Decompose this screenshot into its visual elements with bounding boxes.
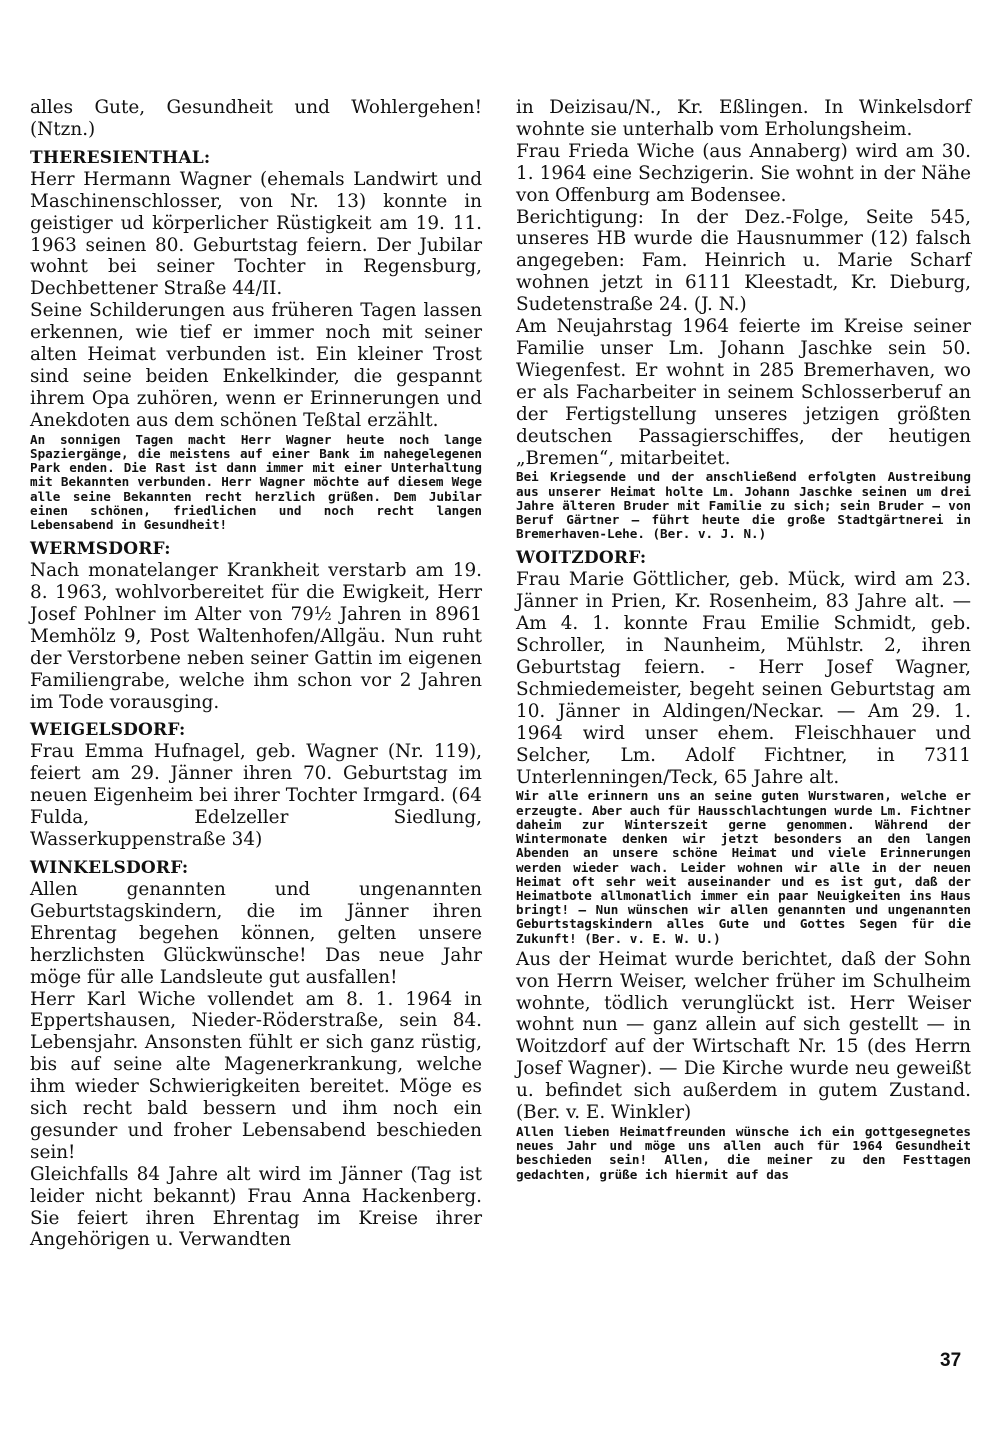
left-column (30, 97, 482, 1251)
heading-wermsdorf: WERMSDORF: (30, 539, 171, 560)
intro-paragraph: alles Gute, Gesundheit und Wohlergehen! (Ntzn.) (30, 97, 482, 140)
theresienthal-small-paragraph: An sonnigen Tagen macht Herr Wagner heute noch lange Spaziergänge, die meistens auf einer Bank im nahegelegenen Park enden. Die Rast ist dann immer mit einer Unterhaltung mit Bekannten verbunden. Herr Wagner möchte auf diesem Wege alle seine Bekannten recht herzlich grüßen. Dem Jubilar einen schönen, friedlichen und noch recht langen Lebensabend in Gesundheit! (30, 431, 482, 532)
right-column (516, 97, 971, 1185)
heading-woitzdorf: WOITZDORF: (516, 548, 647, 569)
jaschke-paragraph: Am Neujahrstag 1964 feierte im Kreise seiner Familie unser Lm. Johann Jaschke sein 50. Wiegenfest. Er wohnt in 285 Bremerhaven, wo er als Facharbeiter in seinem Schlosserberuf an der Fertigstellung unseres jetzigen größten deutschen Passagierschiffes, der heutigen „Bremen“, mitarbeitet. (516, 316, 971, 469)
woitzdorf-closing-paragraph: Allen lieben Heimatfreunden wünsche ich ein gottgesegnetes neues Jahr und möge uns allen auch für 1964 Gesundheit beschieden sein! Allen, die meiner zu den Festtagen gedachten, grüße ich hiermit auf das (516, 1123, 971, 1182)
woitzdorf-paragraph-1: Frau Marie Göttlicher, geb. Mück, wird am 23. Jänner in Prien, Kr. Rosenheim, 83 Jahre alt. — Am 4. 1. konnte Frau Emilie Schmidt, geb. Schroller, in Naunheim, Mühlstr. 2, ihren Geburtstag feiern. - Herr Josef Wagner, Schmiedemeister, begeht seinen Geburtstag am 10. Jänner in Aldingen/Neckar. — Am 29. 1. 1964 wird unser ehem. Fleischhauer und Selcher, Lm. Adolf Fichtner, in 7311 Unterlenningen/Teck, 65 Jahre alt. (516, 569, 971, 788)
weigelsdorf-paragraph: Frau Emma Hufnagel, geb. Wagner (Nr. 119), feiert am 29. Jänner ihren 70. Geburtstag im neuen Eigenheim bei ihrer Tochter Irmgard. (64 Fulda, Edelzeller Siedlung, Wasserkuppenstraße 34) (30, 741, 482, 851)
winkelsdorf-paragraph-3: Gleichfalls 84 Jahre alt wird im Jänner (Tag ist leider nicht bekannt) Frau Anna Hackenberg. Sie feiert ihren Ehrentag im Kreise ihrer Angehörigen u. Verwandten (30, 1163, 482, 1251)
theresienthal-paragraph-1: Herr Hermann Wagner (ehemals Landwirt und Maschinenschlosser, von Nr. 13) konnte in geistiger ud körperlicher Rüstigkeit am 19. 11. 1963 seinen 80. Geburtstag feiern. Der Jubilar wohnt bei seiner Tochter in Regensburg, Dechbettener Straße 44/II. (30, 168, 482, 300)
frieda-wiche-paragraph: Frau Frieda Wiche (aus Annaberg) wird am 30. 1. 1964 eine Sechzigerin. Sie wohnt in der Nähe von Offenburg am Bodensee. (516, 140, 971, 206)
theresienthal-paragraph-2: Seine Schilderungen aus früheren Tagen lassen erkennen, wie tief er immer noch mit seiner alten Heimat verbunden ist. Ein kleiner Trost sind seine beiden Enkelkinder, die gespannt ihrem Opa zuhören, wenn er Erinnerungen und Anekdoten aus dem schönen Teßtal erzählt. (30, 300, 482, 431)
heading-weigelsdorf: WEIGELSDORF: (30, 720, 186, 741)
page-number: 37 (940, 1350, 962, 1371)
heading-theresienthal: THERESIENTHAL: (30, 147, 211, 168)
woitzdorf-small-paragraph: Wir alle erinnern uns an seine guten Wurstwaren, welche er erzeugte. Aber auch für Hausschlachtungen wurde Lm. Fichtner daheim zur Winterszeit gerne genommen. Während der Wintermonate denken wir jetzt besonders an den langen Abenden an unsere schöne Heimat und viele Erinnerungen werden wieder wach. Leider wohnen wir alle in der neuen Heimat oft sehr weit auseinander und es ist gut, daß der Heimatbote allmonatlich immer ein paar Neuigkeiten ins Haus bringt! — Nun wünschen wir allen genannten und ungenannten Geburtstagskindern alles Gute und Gottes Segen für die Zukunft! (Ber. v. E. W. U.) (516, 788, 971, 946)
woitzdorf-paragraph-2: Aus der Heimat wurde berichtet, daß der Sohn von Herrn Weiser, welcher früher im Schulheim wohnte, tödlich verunglückt ist. Herr Weiser wohnt nun — ganz allein auf sich gestellt — in Woitzdorf auf der Wirtschaft Nr. 15 (des Herrn Josef Wagner). — Die Kirche wurde neu geweißt u. befindet sich außerdem in gutem Zustand. (Ber. v. E. Winkler) (516, 948, 971, 1124)
winkelsdorf-paragraph-2: Herr Karl Wiche vollendet am 8. 1. 1964 in Eppertshausen, Nieder-Röderstraße, sein 84. Lebensjahr. Ansonsten fühlt er sich ganz rüstig, bis auf seine alte Magenerkrankung, welche ihm wieder Schwierigkeiten bereitet. Möge es sich recht bald bessern und ihm noch ein gesunder und froher Lebensabend beschieden sein! (30, 988, 482, 1163)
correction-paragraph: Berichtigung: In der Dez.-Folge, Seite 545, unseres HB wurde die Hausnummer (12) falsch angegeben: Fam. Heinrich u. Marie Scharf wohnen jetzt in 6111 Kleestadt, Kr. Dieburg, Sudetenstraße 24. (J. N.) (516, 206, 971, 316)
winkelsdorf-paragraph-1: Allen genannten und ungenannten Geburtstagskindern, die im Jänner ihren Ehrentag begehen können, gelten unsere herzlichsten Glückwünsche! Das neue Jahr möge für alle Landsleute gut ausfallen! (30, 878, 482, 988)
heading-winkelsdorf: WINKELSDORF: (30, 857, 189, 878)
continuation-paragraph: in Deizisau/N., Kr. Eßlingen. In Winkelsdorf wohnte sie unterhalb vom Erholungsheim. (516, 97, 971, 140)
wermsdorf-paragraph: Nach monatelanger Krankheit verstarb am 19. 8. 1963, wohlvorbereitet für die Ewigkeit, Herr Josef Pohlner im Alter von 79½ Jahren in 8961 Memhölz 9, Post Waltenhofen/Allgäu. Nun ruht der Verstorbene neben seiner Gattin im eigenen Familiengrabe, welche ihm schon vor 2 Jahren im Tode vorausging. (30, 560, 482, 713)
jaschke-small-paragraph: Bei Kriegsende und der anschließend erfolgten Austreibung aus unserer Heimat holte Lm. Johann Jaschke seinen um drei Jahre älteren Bruder mit Familie zu sich; sein Bruder — von Beruf Gärtner — führt heute die große Stadtgärtnerei in Bremerhaven-Lehe. (Ber. v. J. N.) (516, 469, 971, 542)
